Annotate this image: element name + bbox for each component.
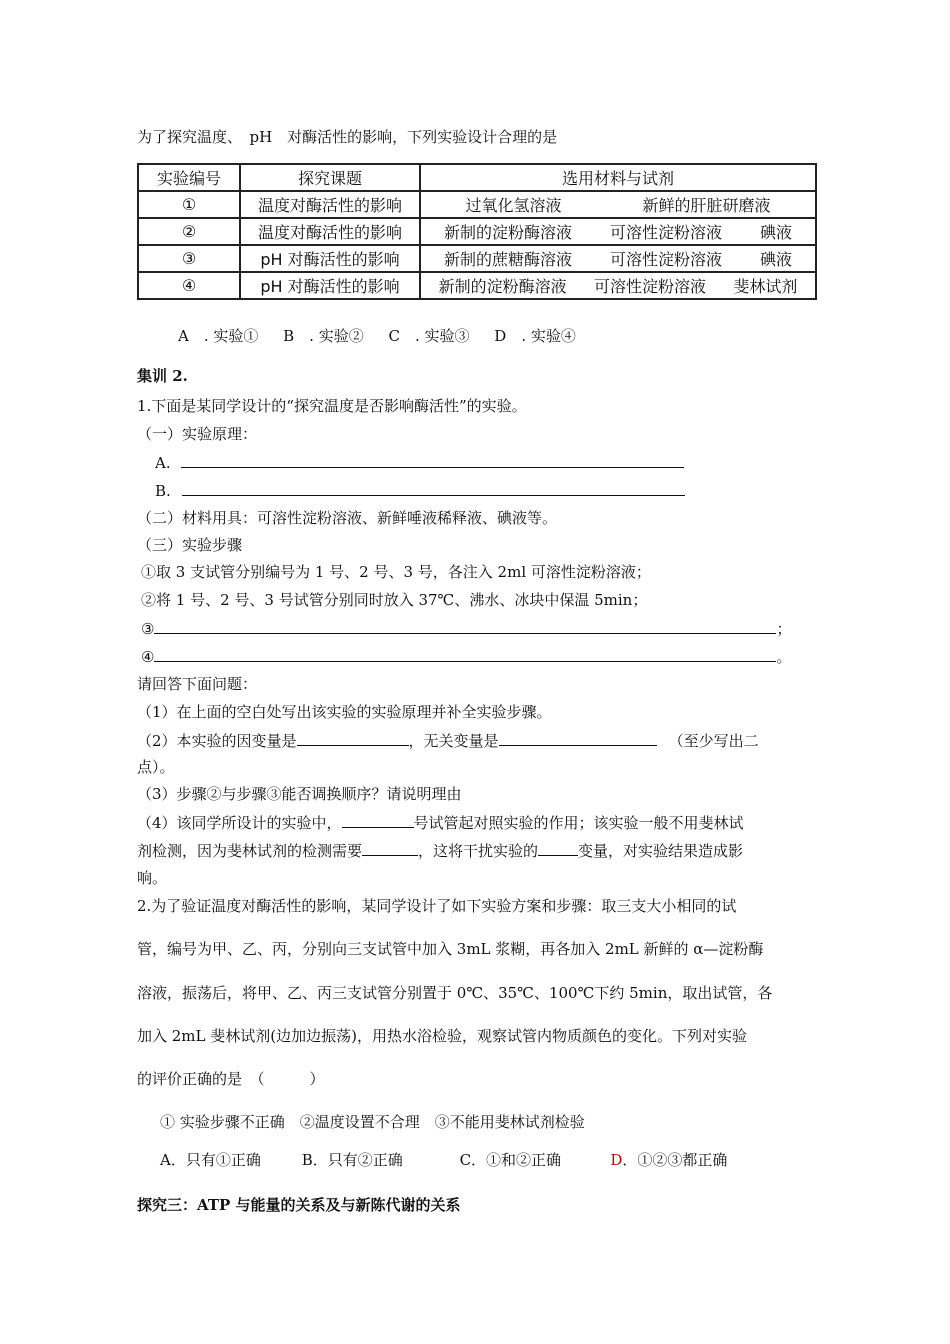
sub-question-2	[137, 730, 759, 751]
material: 新制的蔗糖酶溶液	[443, 250, 572, 269]
principle-a-label: A.	[155, 454, 171, 472]
table-row	[138, 272, 816, 299]
material: 碘液	[759, 250, 792, 269]
step-3	[141, 618, 791, 639]
sub-question-4-cont	[137, 840, 743, 861]
material: 新制的淀粉酶溶液	[443, 223, 572, 242]
q2-line-5: 的评价正确的是 （ ）	[137, 1070, 325, 1088]
header-materials: 选用材料与试剂	[420, 164, 816, 191]
q2-line-2: 管，编号为甲、乙、丙，分别向三支试管中加入 3mL 浆糊，再各加入 2mL 新鲜的 α—淀粉酶	[137, 940, 764, 958]
steps-label: （三）实验步骤	[137, 536, 243, 554]
row-materials	[420, 245, 816, 272]
principle-label: （一）实验原理：	[137, 425, 258, 443]
sub-question-2-cont: 点）。	[137, 758, 175, 776]
material: 可溶性淀粉溶液	[593, 277, 706, 296]
table-row	[138, 245, 816, 272]
answer-blank[interactable]	[181, 452, 684, 468]
option-d-text: ．①②③都正确	[622, 1151, 728, 1169]
step-4	[141, 646, 791, 667]
option-b: B．只有②正确	[301, 1151, 403, 1169]
q2-line-1: 2.为了验证温度对酶活性的影响，某同学设计了如下实验方案和步骤：取三支大小相同的试	[137, 897, 737, 915]
materials-line: （二）材料用具：可溶性淀粉溶液、新鲜唾液稀释液、碘液等。	[137, 509, 558, 527]
sub-question-4	[137, 812, 744, 833]
principle-b-label: B.	[155, 482, 171, 500]
answer-blank[interactable]	[342, 812, 414, 828]
section-3-title: 探究三：ATP 与能量的关系及与新陈代谢的关系	[137, 1196, 461, 1214]
option-d: D . 实验④	[494, 327, 576, 345]
header-id: 实验编号	[138, 164, 240, 191]
step-2: ②将 1 号、2 号、3 号试管分别同时放入 37℃、沸水、冰块中保温 5min；	[141, 591, 648, 609]
row-topic: pH 对酶活性的影响	[240, 245, 420, 272]
step-3-end: ；	[776, 620, 792, 638]
ask-line: 请回答下面问题：	[137, 675, 258, 693]
material: 可溶性淀粉溶液	[609, 223, 722, 242]
row-id: ②	[138, 218, 240, 245]
experiment-table	[137, 163, 817, 300]
material: 新鲜的肝脏研磨液	[642, 196, 771, 215]
principle-a-line	[155, 452, 684, 473]
material: 碘液	[759, 223, 792, 242]
answer-blank[interactable]	[154, 618, 776, 634]
answer-blank[interactable]	[297, 730, 409, 746]
answer-blank[interactable]	[154, 646, 776, 662]
answer-blank[interactable]	[182, 480, 685, 496]
answer-blank[interactable]	[362, 840, 418, 856]
row-topic: 温度对酶活性的影响	[240, 218, 420, 245]
sub-question-4-text: （4）该同学所设计的实验中，	[137, 814, 342, 832]
q1-stem: 1.下面是某同学设计的“探究温度是否影响酶活性”的实验。	[137, 397, 527, 415]
row-topic: pH 对酶活性的影响	[240, 272, 420, 299]
step-3-number: ③	[141, 620, 155, 638]
option-a: A . 实验①	[178, 327, 259, 345]
row-id: ④	[138, 272, 240, 299]
sub-question-4-text: 剂检测，因为斐林试剂的检测需要	[137, 842, 363, 860]
table-row	[138, 218, 816, 245]
material: 斐林试剂	[733, 277, 798, 296]
sub-question-4-text: ，这将干扰实验的	[418, 842, 539, 860]
table-row	[138, 191, 816, 218]
answer-blank[interactable]	[499, 730, 657, 746]
option-c: C . 实验③	[388, 327, 470, 345]
sub-question-2-text: （至少写出二	[668, 732, 759, 750]
sub-question-3: （3）步骤②与步骤③能否调换顺序？请说明理由	[137, 785, 462, 803]
sub-question-4-text: 变量，对实验结果造成影	[578, 842, 744, 860]
step-4-number: ④	[141, 648, 155, 666]
option-b: B . 实验②	[283, 327, 364, 345]
option-c: C．①和②正确	[459, 1151, 562, 1169]
step-4-end: 。	[776, 648, 792, 666]
question-intro: 为了探究温度、 pH 对酶活性的影响，下列实验设计合理的是	[137, 128, 558, 146]
material: 过氧化氢溶液	[465, 196, 562, 215]
answer-letter: D	[610, 1151, 623, 1169]
q1-options	[178, 326, 576, 346]
header-topic: 探究课题	[240, 164, 420, 191]
row-materials	[420, 272, 816, 299]
sub-question-4-text: 号试管起对照实验的作用；该实验一般不用斐林试	[413, 814, 744, 832]
option-a: A．只有①正确	[160, 1151, 261, 1169]
row-materials	[420, 191, 816, 218]
sub-question-1: （1）在上面的空白处写出该实验的实验原理并补全实验步骤。	[137, 703, 552, 721]
table-header-row	[138, 164, 816, 191]
step-1: ①取 3 支试管分别编号为 1 号、2 号、3 号，各注入 2ml 可溶性淀粉溶液；	[141, 563, 651, 581]
option-d	[610, 1150, 727, 1170]
row-id: ①	[138, 191, 240, 218]
material: 新制的淀粉酶溶液	[438, 277, 567, 296]
principle-b-line	[155, 480, 685, 501]
answer-blank[interactable]	[538, 840, 578, 856]
row-materials	[420, 218, 816, 245]
q2-options	[160, 1150, 727, 1170]
sub-question-4-end: 响。	[137, 869, 168, 887]
q2-line-4: 加入 2mL 斐林试剂(边加边振荡)，用热水浴检验，观察试管内物质颜色的变化。下列对实验	[137, 1027, 747, 1045]
sub-question-2-text: ，无关变量是	[408, 732, 499, 750]
row-topic: 温度对酶活性的影响	[240, 191, 420, 218]
q2-line-3: 溶液，振荡后，将甲、乙、丙三支试管分别置于 0℃、35℃、100℃下约 5min，取出试管，各	[137, 984, 773, 1002]
sub-question-2-text: （2）本实验的因变量是	[137, 732, 297, 750]
material: 可溶性淀粉溶液	[609, 250, 722, 269]
section-title: 集训 2.	[137, 367, 188, 385]
q2-statements: ① 实验步骤不正确 ②温度设置不合理 ③不能用斐林试剂检验	[160, 1113, 585, 1131]
row-id: ③	[138, 245, 240, 272]
